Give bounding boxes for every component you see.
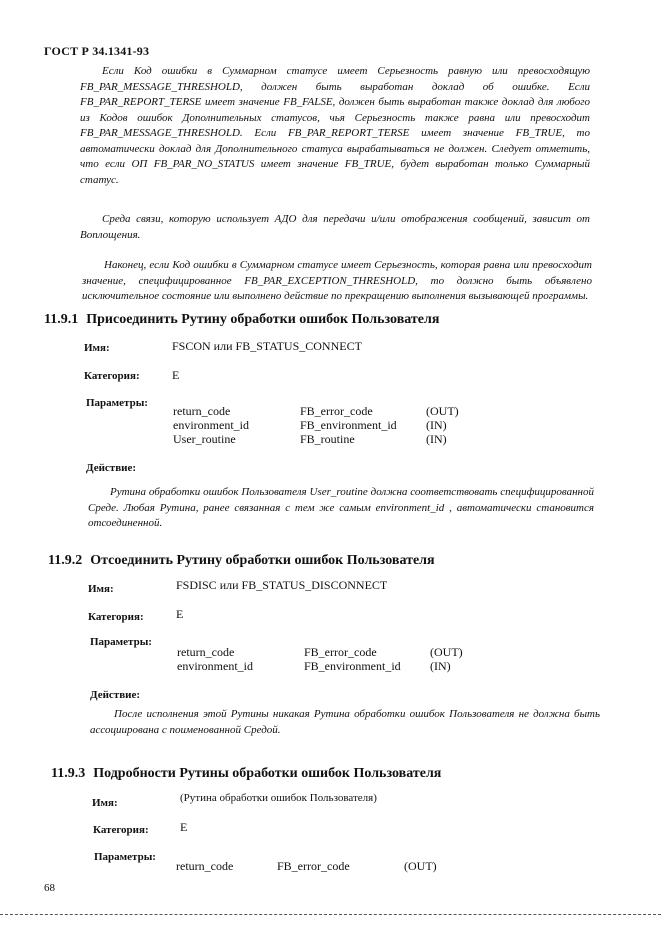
page-number: 68 bbox=[44, 882, 55, 894]
section-number: 11.9.1 bbox=[44, 312, 79, 327]
routine-name: FSDISC или FB_STATUS_DISCONNECT bbox=[176, 578, 388, 592]
category-value: E bbox=[172, 368, 180, 382]
action-text: После исполнения этой Рутины никакая Рутина обработки ошибок Пользователя не должна быть ассоциирована с поименованной Средой. bbox=[90, 708, 600, 736]
params-label: Параметры: bbox=[94, 851, 156, 863]
section-heading-11-9-2 bbox=[48, 553, 435, 569]
section-number: 11.9.2 bbox=[48, 553, 83, 568]
param-mode: (IN) bbox=[426, 418, 447, 432]
action-label: Действие: bbox=[86, 462, 137, 474]
category-label: Категория: bbox=[88, 611, 144, 623]
param-type: FB_environment_id bbox=[304, 659, 401, 673]
param-name: User_routine bbox=[173, 432, 236, 446]
param-type: FB_routine bbox=[300, 432, 355, 446]
param-name: return_code bbox=[173, 404, 231, 418]
action-text: Рутина обработки ошибок Пользователя User_routine должна соответствовать специфицированной Среде. Любая Рутина, ранее связанная с тем же самым environment_id , автоматически становится отсоединенной. bbox=[88, 486, 594, 529]
param-type: FB_error_code bbox=[304, 645, 377, 659]
param-type: FB_error_code bbox=[300, 404, 373, 418]
intro-paragraph-1: Если Код ошибки в Суммарном статусе имеет Серьезность равную или превосходящую FB_PAR_MESSAGE_THRESHOLD, должен быть выработан доклад об ошибке. Если FB_PAR_REPORT_TERSE имеет значение FB_FALSE, должен быть выработан также доклад для любого из Кодов ошибок Дополнительных статусов, чья Серьезность также равна или превосходит FB_PAR_MESSAGE_THRESHOLD. Если FB_PAR_REPORT_TERSE имеет значение FB_TRUE, то автоматически доклад для Дополнительного статуса вырабатываться не должен. Следует отметить, что если ОП FB_PAR_NO_STATUS имеет значение FB_TRUE, будет выработан только Суммарный статус. bbox=[80, 65, 590, 186]
running-header: ГОСТ Р 34.1341-93 bbox=[44, 44, 150, 58]
params-label: Параметры: bbox=[86, 397, 148, 409]
param-mode: (OUT) bbox=[426, 404, 459, 418]
param-name: return_code bbox=[177, 645, 235, 659]
category-label: Категория: bbox=[84, 370, 140, 382]
name-label: Имя: bbox=[92, 797, 118, 809]
category-value: E bbox=[180, 820, 188, 834]
param-mode: (OUT) bbox=[404, 859, 437, 873]
section-number: 11.9.3 bbox=[51, 766, 86, 781]
param-name: environment_id bbox=[177, 659, 253, 673]
param-name: return_code bbox=[176, 859, 234, 873]
section-title: Подробности Рутины обработки ошибок Пользователя bbox=[93, 766, 442, 781]
category-value: E bbox=[176, 607, 184, 621]
section-heading-11-9-1 bbox=[44, 312, 439, 328]
intro-paragraph-2: Среда связи, которую использует АДО для передачи и/или отображения сообщений, зависит от Воплощения. bbox=[80, 213, 590, 241]
routine-name: (Рутина обработки ошибок Пользователя) bbox=[180, 792, 377, 804]
param-mode: (IN) bbox=[430, 659, 451, 673]
section-heading-11-9-3 bbox=[51, 766, 441, 782]
bottom-scan-rule bbox=[0, 914, 661, 915]
section-title: Присоединить Рутину обработки ошибок Пользователя bbox=[86, 312, 440, 327]
param-type: FB_environment_id bbox=[300, 418, 397, 432]
param-mode: (IN) bbox=[426, 432, 447, 446]
name-label: Имя: bbox=[84, 342, 110, 354]
intro-paragraph-3: Наконец, если Код ошибки в Суммарном статусе имеет Серьезность, которая равна или превосходит значение, специфицированное FB_PAR_EXCEPTION_THRESHOLD, то должно быть объявлено исключительное состояние или выполнено действие по прекращению выполнения вызывающей программы. bbox=[82, 259, 592, 302]
routine-name: FSCON или FB_STATUS_CONNECT bbox=[172, 339, 362, 353]
params-label: Параметры: bbox=[90, 636, 152, 648]
action-label: Действие: bbox=[90, 689, 141, 701]
section-title: Отсоединить Рутину обработки ошибок Пользователя bbox=[90, 553, 435, 568]
name-label: Имя: bbox=[88, 583, 114, 595]
param-mode: (OUT) bbox=[430, 645, 463, 659]
category-label: Категория: bbox=[93, 824, 149, 836]
param-type: FB_error_code bbox=[277, 859, 350, 873]
param-name: environment_id bbox=[173, 418, 249, 432]
